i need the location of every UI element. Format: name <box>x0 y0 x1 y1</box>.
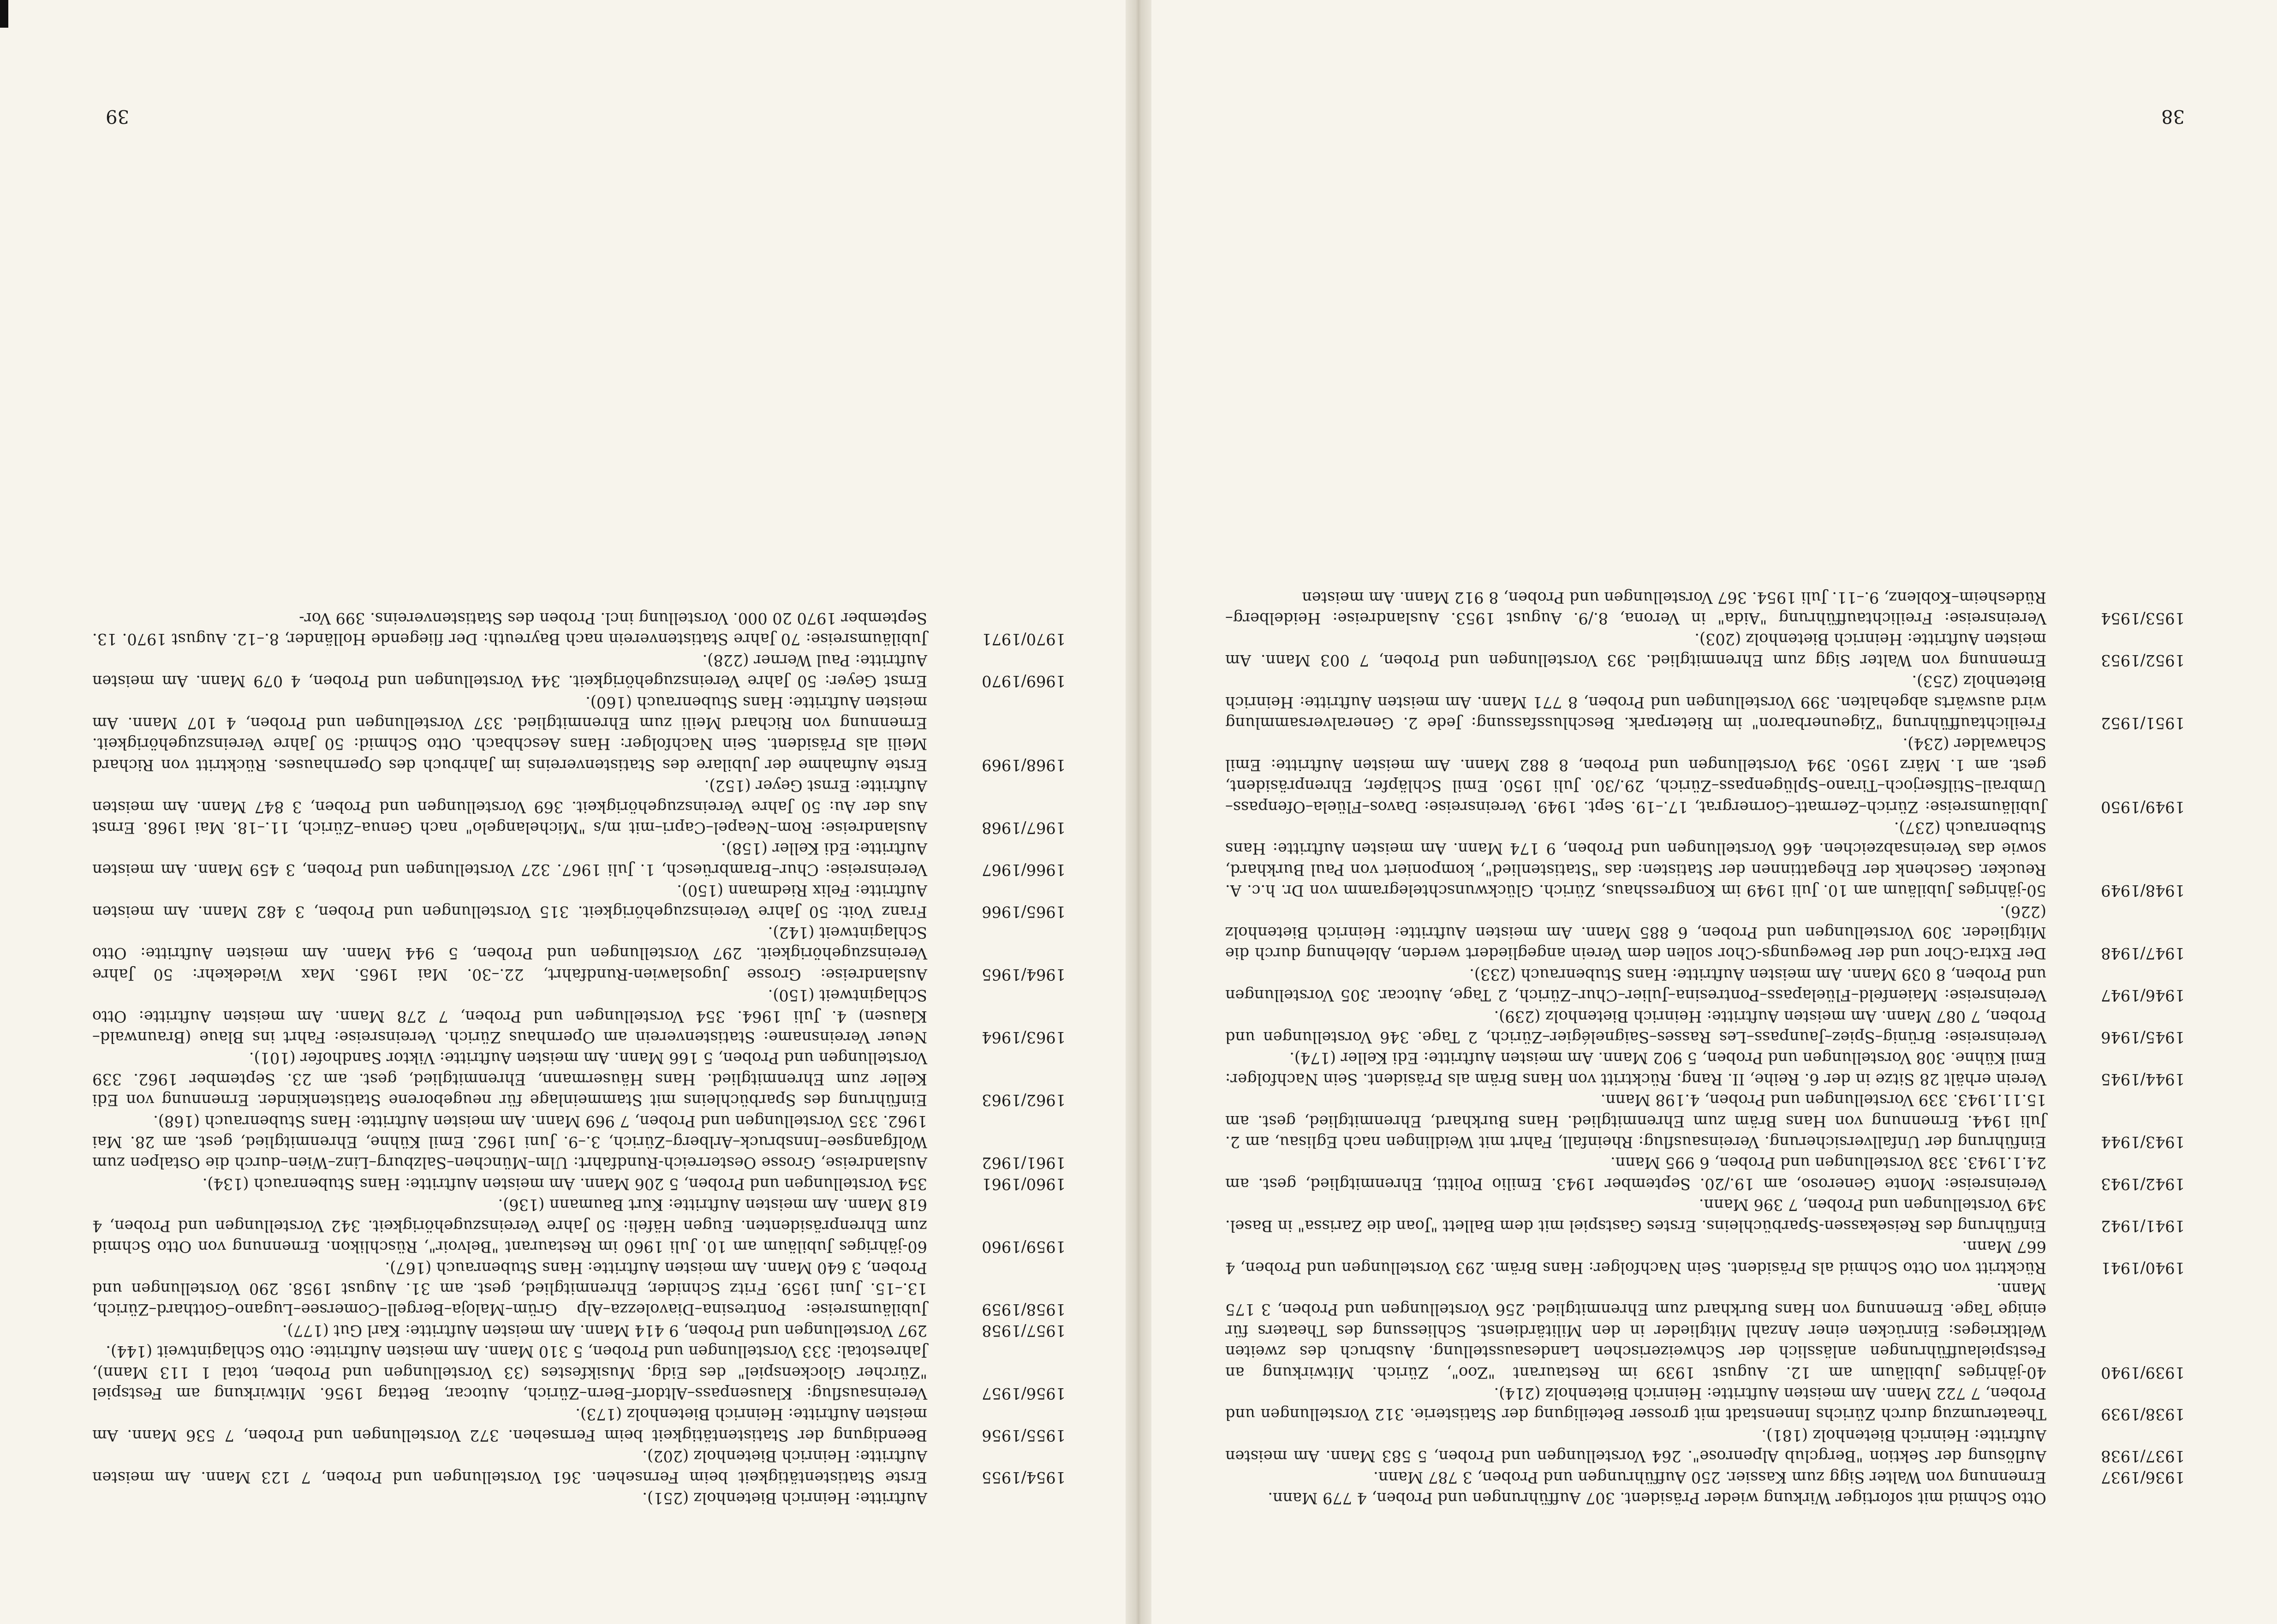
entry-year: 1959/1960 <box>982 1238 1066 1256</box>
page-39-entries <box>92 608 1066 1509</box>
entry-year: 1937/1938 <box>2101 1447 2185 1466</box>
entry-1954-1955 <box>92 1446 1066 1488</box>
entry-1951-1952 <box>1225 671 2185 734</box>
entry-1939-1940 <box>1225 1278 2185 1383</box>
entry-year: 1939/1940 <box>2101 1363 2185 1382</box>
entry-1942-1943 <box>1225 1152 2185 1194</box>
entry-year: 1947/1948 <box>2101 944 2185 963</box>
entry-text: Erste Aufnahme der Jubilare des Statistenvereins im Jahrbuch des Opernhauses. Rücktritt von Richard Meili als Präsident. Sein Nachfolger: Hans Aeschbach. Otto Schmid: 50 Jahre Vereinszugehörigkeit. Ernennung von Richard Meili zum Ehrenmitglied. 337 Vorstellungen und Proben, 4 107 Mann. Am meisten Auftritte: Hans Stubenrauch (160). <box>92 693 927 774</box>
entry-text: Vereinsreise: Maienfeld–Flüelapass–Pontresina–Julier–Chur–Zürich, 2 Tage, Autocar. 305 Vorstellungen und Proben, 8 039 Mann. Am meisten Auftritte: Hans Stubenrauch (233). <box>1225 965 2046 1005</box>
entry-year: 1953/1954 <box>2101 609 2185 627</box>
entry-text: Jubiläumsreise: Zürich–Zermatt–Gornergrat, 17.–19. Sept. 1949. Vereinsreise: Davos–Flüela–Ofenpass–Umbrail–Stilfserjoch–Tirano–Splügenpass–Zürich, 29./30. Juli 1950. Emil Schläpfer, Ehrenpräsident, gest. am 1. März 1950. 394 Vorstellungen und Proben, 8 882 Mann. Am meisten Auftritte: Emil Schawalder (234). <box>1225 735 2046 816</box>
entry-year: 1962/1963 <box>982 1091 1066 1110</box>
entry-1938-1939 <box>1225 1383 2185 1425</box>
entry-text: Freilichtaufführung "Zigeunerbaron" im Rieterpark. Beschlussfassung: Jede 2. Generalversammlung wird auswärts abgehalten. 399 Vorstellungen und Proben, 8 771 Mann. Am meisten Auftritte: Heinrich Bietenholz (253). <box>1225 672 2046 732</box>
entry-year: 1949/1950 <box>2101 798 2185 816</box>
entry-1967-1968 <box>92 776 1066 838</box>
entry-1958-1959 <box>92 1257 1066 1320</box>
entry-year: 1954/1955 <box>982 1468 1066 1487</box>
entry-year: 1964/1965 <box>982 965 1066 984</box>
entry-text: Ernst Geyer: 50 Jahre Vereinszugehörigkeit. 344 Vorstellungen und Proben, 4 079 Mann. Am meisten Auftritte: Paul Werner (228). <box>92 651 927 691</box>
entry-text: 354 Vorstellungen und Proben, 5 206 Mann. Am meisten Auftritte: Hans Stubenrauch (134). <box>202 1175 927 1193</box>
entry-1965-1966 <box>92 880 1066 922</box>
scan-corner-mark <box>0 0 8 28</box>
page-38-lead-text: Otto Schmid mit sofortiger Wirkung wieder Präsident. 307 Aufführungen und Proben, 4 779 Mann. <box>1268 1489 2046 1507</box>
entry-1953-1954 <box>1225 587 2185 629</box>
entry-1948-1949 <box>1225 818 2185 902</box>
entry-1936-1937 <box>1225 1467 2185 1487</box>
entry-1957-1958 <box>92 1320 1066 1341</box>
page-38-entries <box>1225 587 2185 1509</box>
entry-text: Auslandreise: Rom–Neapel–Capri–mit m/s "Michelangelo" nach Genua–Zürich, 11.–18. Mai 1968. Ernst Aus der Au: 50 Jahre Vereinszugehörigkeit. 369 Vorstellungen und Proben, 3 847 Mann. Am meisten Auftritte: Ernst Geyer (152). <box>92 777 927 837</box>
entry-text: 40-jähriges Jubiläum am 12. August 1939 im Restaurant "Zoo", Zürich. Mitwirkung an Festspielaufführungen anlässlich der Schweizerischen Landesausstellung. Ausbruch des zweiten Weltkrieges: Einrücken einer Anzahl Mitglieder in den Militärdienst. Schliessung des Theaters für einige Tage. Ernennung von Hans Burkhard zum Ehrenmitglied. 256 Vorstellungen und Proben, 3 175 Mann. <box>1225 1279 2046 1382</box>
entry-text: Franz Voit: 50 Jahre Vereinszugehörigkeit. 315 Vorstellungen und Proben, 3 482 Mann. Am meisten Auftritte: Felix Riedmann (150). <box>92 882 927 921</box>
entry-year: 1940/1941 <box>2101 1259 2185 1277</box>
entry-text: Vereinsreise: Freilichtaufführung "Aida" in Verona, 8./9. August 1953. Auslandreise: Heidelberg–Rüdesheim–Koblenz, 9.–11. Juli 1954. 367 Vorstellungen und Proben, 8 912 Mann. Am meisten <box>1225 588 2046 627</box>
entry-year: 1945/1946 <box>2101 1028 2185 1047</box>
entry-year: 1970/1971 <box>982 630 1066 649</box>
entry-1963-1964 <box>92 985 1066 1048</box>
entry-text: Vereinsreise: Monte Generoso, am 19./20. September 1943. Emilio Politti, Ehrenmitglied, gest. am 24.1.1943. 338 Vorstellungen und Proben, 6 995 Mann. <box>1225 1154 2046 1193</box>
entry-year: 1948/1949 <box>2101 882 2185 900</box>
entry-year: 1943/1944 <box>2101 1133 2185 1152</box>
entry-year: 1967/1968 <box>982 819 1066 837</box>
entry-year: 1957/1958 <box>982 1321 1066 1340</box>
entry-text: Jubiläumsreise: 70 Jahre Statistenverein nach Bayreuth: Der fliegende Holländer, 8.–12. August 1970. 13. September 1970 20 000. Vorstellung incl. Proben des Statistenvereins. 399 Vor- <box>92 609 927 649</box>
entry-1937-1938 <box>1225 1425 2185 1467</box>
entry-text: Rücktritt von Otto Schmid als Präsident. Sein Nachfolger: Hans Bräm. 293 Vorstellungen und Proben, 4 667 Mann. <box>1225 1238 2046 1277</box>
entry-year: 1956/1957 <box>982 1384 1066 1403</box>
entry-year: 1965/1966 <box>982 902 1066 921</box>
entry-year: 1960/1961 <box>982 1175 1066 1193</box>
entry-text: Vereinsreise: Chur–Brambrüesch, 1. Juli 1967. 327 Vorstellungen und Proben, 3 459 Mann. Am meisten Auftritte: Edi Keller (158). <box>92 840 927 879</box>
entry-text: Theaterumzug durch Zürichs Innenstadt mit grosser Beteiligung der Statisterie. 312 Vorstellungen und Proben, 7 722 Mann. Am meisten Auftritte: Heinrich Bietenholz (214). <box>1225 1384 2046 1424</box>
entry-text: Erste Statistentätigkeit beim Fernsehen. 361 Vorstellungen und Proben, 7 123 Mann. Am meisten Auftritte: Heinrich Bietenholz (202). <box>92 1447 927 1487</box>
entry-text: 60-jähriges Jubiläum am 10. Juli 1960 im Restaurant "Belvoir", Rüschlikon. Ernennung von Otto Schmid zum Ehrenpräsidenten. Eugen Häfeli: 50 Jahre Vereinszugehörigkeit. 342 Vorstellungen und Proben, 4 618 Mann. Am meisten Auftritte: Kurt Baumann (136). <box>92 1196 927 1256</box>
page-39-lead-text: Auftritte: Heinrich Bietenholz (251). <box>642 1489 927 1507</box>
entry-year: 1951/1952 <box>2101 714 2185 732</box>
entry-year: 1936/1937 <box>2101 1468 2185 1487</box>
entry-year: 1968/1969 <box>982 756 1066 774</box>
entry-1970-1971 <box>92 608 1066 650</box>
entry-text: Verein erhält 28 Sitze in der 6. Reihe, II. Rang. Rücktritt von Hans Bräm als Präsident. Sein Nachfolger: Emil Kühne. 308 Vorstellungen und Proben, 5 902 Mann. Am meisten Auftritte: Edi Keller (174). <box>1225 1049 2046 1088</box>
entry-1943-1944 <box>1225 1090 2185 1152</box>
entry-year: 1966/1967 <box>982 860 1066 879</box>
entry-1966-1967 <box>92 838 1066 880</box>
entry-1944-1945 <box>1225 1048 2185 1090</box>
entry-1964-1965 <box>92 922 1066 985</box>
page-number-38: 38 <box>2161 106 2185 127</box>
entry-year: 1969/1970 <box>982 672 1066 691</box>
entry-year: 1942/1943 <box>2101 1175 2185 1193</box>
entry-year: 1961/1962 <box>982 1154 1066 1172</box>
entry-text: 297 Vorstellungen und Proben, 9 414 Mann. Am meisten Auftritte: Karl Gut (177). <box>282 1321 927 1340</box>
entry-year: 1955/1956 <box>982 1426 1066 1445</box>
entry-text: Jubiläumsreise: Pontresina–Diavolezza–Alp Grüm–Maloja–Bergell–Comersee–Lugano–Gotthard–Zürich, 13.–15. Juni 1959. Fritz Schnider, Ehrenmitglied, gest. am 31. August 1958. 290 Vorstellungen und Proben, 3 640 Mann. Am meisten Auftritte: Hans Stubenrauch (167). <box>92 1259 927 1319</box>
entry-text: Auflösung der Sektion "Bergclub Alpenrose". 264 Vorstellungen und Proben, 5 583 Mann. Am meisten Auftritte: Heinrich Bietenholz (181). <box>1225 1426 2046 1466</box>
entry-1969-1970 <box>92 650 1066 692</box>
page-38 <box>1151 0 2277 1624</box>
entry-text: Einführung des Sparbüchleins mit Stammeinlage für neugeborene Statistenkinder. Ernennung von Edi Keller zum Ehrenmitglied. Hans Häusermann, Ehrenmitglied, gest. am 23. September 1962. 339 Vorstellungen und Proben, 5 166 Mann. Am meisten Auftritte: Viktor Sandhofer (101). <box>92 1049 927 1110</box>
entry-1959-1960 <box>92 1194 1066 1257</box>
page-number-39: 39 <box>106 106 129 127</box>
page-39 <box>0 0 1126 1624</box>
entry-year: 1938/1939 <box>2101 1405 2185 1424</box>
entry-1968-1969 <box>92 692 1066 776</box>
entry-1945-1946 <box>1225 1006 2185 1048</box>
entry-1962-1963 <box>92 1048 1066 1111</box>
entry-1960-1961 <box>92 1174 1066 1194</box>
entry-text: Beendigung der Statistentätigkeit beim Fernsehen. 372 Vorstellungen und Proben, 7 536 Mann. Am meisten Auftritte: Heinrich Bietenholz (173). <box>92 1405 927 1445</box>
entry-text: Neuer Vereinsname: Statistenverein am Opernhaus Zürich. Vereinsreise: Fahrt ins Blaue (Braunwald–Klausen) 4. Juli 1964. 354 Vorstellungen und Proben, 7 278 Mann. Am meisten Auftritte: Otto Schlagintweit (150). <box>92 986 927 1047</box>
entry-1947-1948 <box>1225 901 2185 964</box>
entry-year: 1958/1959 <box>982 1301 1066 1319</box>
entry-1946-1947 <box>1225 964 2185 1006</box>
entry-year: 1952/1953 <box>2101 651 2185 669</box>
entry-text: Einführung der Unfallversicherung. Vereinsausflug: Rheinfall, Fahrt mit Weidlingen nach Eglisau, am 2. Juli 1944. Ernennung von Hans Bräm zum Ehrenmitglied. Hans Burkhard, Ehrenmitglied, gest. am 15.11.1943. 339 Vorstellungen und Proben, 4.198 Mann. <box>1225 1091 2046 1152</box>
entry-text: 50-jähriges Jubiläum am 10. Juli 1949 im Kongresshaus, Zürich. Glückwunschtelegramm von Dr. h.c. A. Reucker. Geschenk der Ehegattinnen der Statisten: das "Statistenlied", komponiert von Paul Burkhard, sowie das Vereinsabzeichen. 466 Vorstellungen und Proben, 9 174 Mann. Am meisten Auftritte: Hans Stubenrauch (237). <box>1225 819 2046 900</box>
entry-text: Auslandreise, Grosse Oesterreich-Rundfahrt: Ulm–München–Salzburg–Linz–Wien–durch die Ostalpen zum Wolfgangsee–Innsbruck–Arlberg–Zürich, 3.–9. Juni 1962. Emil Kühne, Ehrenmitglied, gest. am 28. Mai 1962. 335 Vorstellungen und Proben, 7 969 Mann. Am meisten Auftritte: Hans Stubenrauch (168). <box>92 1112 927 1172</box>
entry-text: Einführung des Reisekassen-Sparbüchleins. Erstes Gastspiel mit dem Ballett "Joan die Zarissa" in Basel. 349 Vorstellungen und Proben, 7 396 Mann. <box>1225 1196 2046 1235</box>
entry-1949-1950 <box>1225 734 2185 818</box>
entry-year: 1946/1947 <box>2101 986 2185 1005</box>
entry-1956-1957 <box>92 1341 1066 1404</box>
entry-year: 1963/1964 <box>982 1028 1066 1047</box>
entry-1940-1941 <box>1225 1236 2185 1278</box>
entry-year: 1944/1945 <box>2101 1070 2185 1088</box>
entry-text: Vereinsreise: Brünig–Spiez–Jaunpass–Les Rasses–Saignelégier–Zürich, 2 Tage. 346 Vorstellungen und Proben, 7 087 Mann. Am meisten Auftritte: Heinrich Bietenholz (239). <box>1225 1007 2046 1047</box>
entry-text: Auslandreise: Grosse Jugoslawien-Rundfahrt, 22.–30. Mai 1965. Max Wiedekehr: 50 Jahre Vereinszugehörigkeit. 297 Vorstellungen und Proben, 5 944 Mann. Am meisten Auftritte: Otto Schlagintweit (142). <box>92 924 927 984</box>
entry-text: Vereinsausflug: Klausenpass–Altdorf–Bern–Zürich, Autocar, Bettag 1956. Mitwirkung am Festspiel "Zürcher Glockenspiel" des Eidg. Musikfestes (33 Vorstellungen und Proben, total 1 113 Mann), Jahrestotal: 333 Vorstellungen und Proben, 5 310 Mann. Am meisten Auftritte: Otto Schlagintweit (144). <box>92 1343 927 1403</box>
entry-text: Der Extra-Chor und der Bewegungs-Chor sollen dem Verein angegliedert werden, Ablehnung durch die Mitglieder. 309 Vorstellungen und Proben, 6 885 Mann. Am meisten Auftritte: Heinrich Bietenholz (226). <box>1225 902 2046 963</box>
entry-year: 1941/1942 <box>2101 1217 2185 1235</box>
entry-1941-1942 <box>1225 1194 2185 1236</box>
entry-text: Ernennung von Walter Sigg zum Kassier. 250 Aufführungen und Proben, 3 787 Mann. <box>1373 1468 2046 1487</box>
entry-1952-1953 <box>1225 629 2185 671</box>
book-gutter <box>1126 0 1151 1624</box>
entry-text: Ernennung von Walter Sigg zum Ehrenmitglied. 393 Vorstellungen und Proben, 7 003 Mann. Am meisten Auftritte: Heinrich Bietenholz (203). <box>1225 630 2046 669</box>
entry-1961-1962 <box>92 1111 1066 1173</box>
entry-1955-1956 <box>92 1404 1066 1446</box>
